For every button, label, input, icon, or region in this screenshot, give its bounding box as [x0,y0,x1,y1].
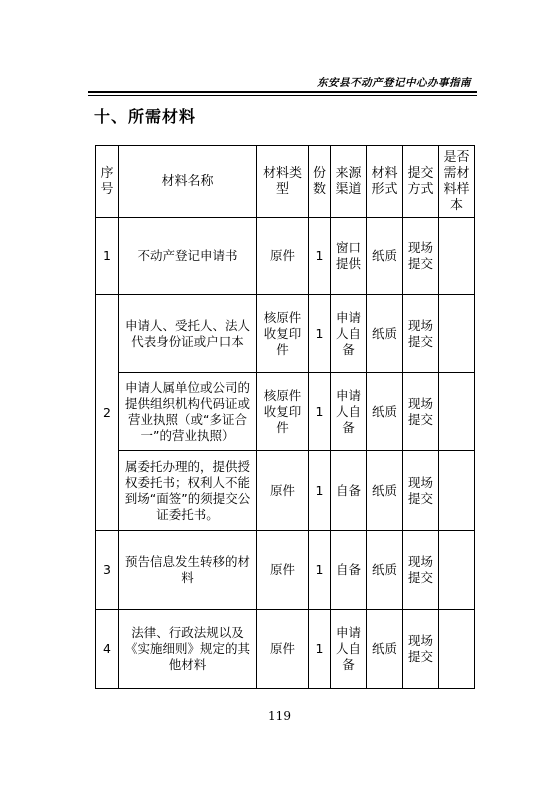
cell-type: 原件 [257,610,309,689]
cell-form: 纸质 [367,295,403,373]
header-no: 序号 [96,146,119,218]
cell-submit: 现场提交 [403,451,439,531]
cell-type: 原件 [257,451,309,531]
header-type: 材料类型 [257,146,309,218]
running-header: 东安县不动产登记中心办事指南 [317,77,471,89]
cell-type: 核原件收复印件 [257,373,309,451]
header-sample: 是否需材料样本 [439,146,475,218]
cell-source: 申请人自备 [331,295,367,373]
cell-sample [439,531,475,610]
cell-no: 4 [96,610,119,689]
table-row [96,373,475,451]
table-row [96,531,475,610]
cell-source: 自备 [331,531,367,610]
cell-form: 纸质 [367,218,403,295]
cell-count: 1 [309,610,331,689]
cell-form: 纸质 [367,531,403,610]
cell-type: 原件 [257,531,309,610]
cell-source: 申请人自备 [331,373,367,451]
table-row [96,610,475,689]
cell-sample [439,295,475,373]
section-title: 十、所需材料 [94,107,197,126]
header-submit: 提交方式 [403,146,439,218]
page-number: 119 [268,709,291,723]
cell-type: 核原件收复印件 [257,295,309,373]
header-source: 来源渠道 [331,146,367,218]
cell-count: 1 [309,218,331,295]
cell-source: 申请人自备 [331,610,367,689]
table-row [96,451,475,531]
cell-name: 预告信息发生转移的材料 [119,531,257,610]
cell-source: 自备 [331,451,367,531]
cell-form: 纸质 [367,610,403,689]
cell-no: 3 [96,531,119,610]
cell-submit: 现场提交 [403,373,439,451]
cell-name: 不动产登记申请书 [119,218,257,295]
materials-table [95,145,475,689]
cell-count: 1 [309,451,331,531]
cell-submit: 现场提交 [403,295,439,373]
cell-count: 1 [309,531,331,610]
header-form: 材料形式 [367,146,403,218]
header-rule-thick [88,91,477,93]
header-count: 份数 [309,146,331,218]
cell-name: 申请人、受托人、法人代表身份证或户口本 [119,295,257,373]
cell-submit: 现场提交 [403,218,439,295]
cell-name: 属委托办理的，提供授权委托书；权利人不能到场“面签”的须提交公证委托书。 [119,451,257,531]
cell-count: 1 [309,295,331,373]
cell-form: 纸质 [367,373,403,451]
cell-sample [439,373,475,451]
header-name: 材料名称 [119,146,257,218]
cell-sample [439,610,475,689]
table-row [96,295,475,373]
cell-no: 2 [96,295,119,531]
header-rule-thin [88,95,477,96]
cell-no: 1 [96,218,119,295]
cell-type: 原件 [257,218,309,295]
table-row [96,218,475,295]
cell-submit: 现场提交 [403,610,439,689]
cell-form: 纸质 [367,451,403,531]
cell-name: 申请人属单位或公司的提供组织机构代码证或营业执照（或“多证合一”的营业执照） [119,373,257,451]
cell-sample [439,451,475,531]
cell-count: 1 [309,373,331,451]
cell-name: 法律、行政法规以及《实施细则》规定的其他材料 [119,610,257,689]
cell-submit: 现场提交 [403,531,439,610]
cell-sample [439,218,475,295]
cell-source: 窗口提供 [331,218,367,295]
table-header-row [96,146,475,218]
